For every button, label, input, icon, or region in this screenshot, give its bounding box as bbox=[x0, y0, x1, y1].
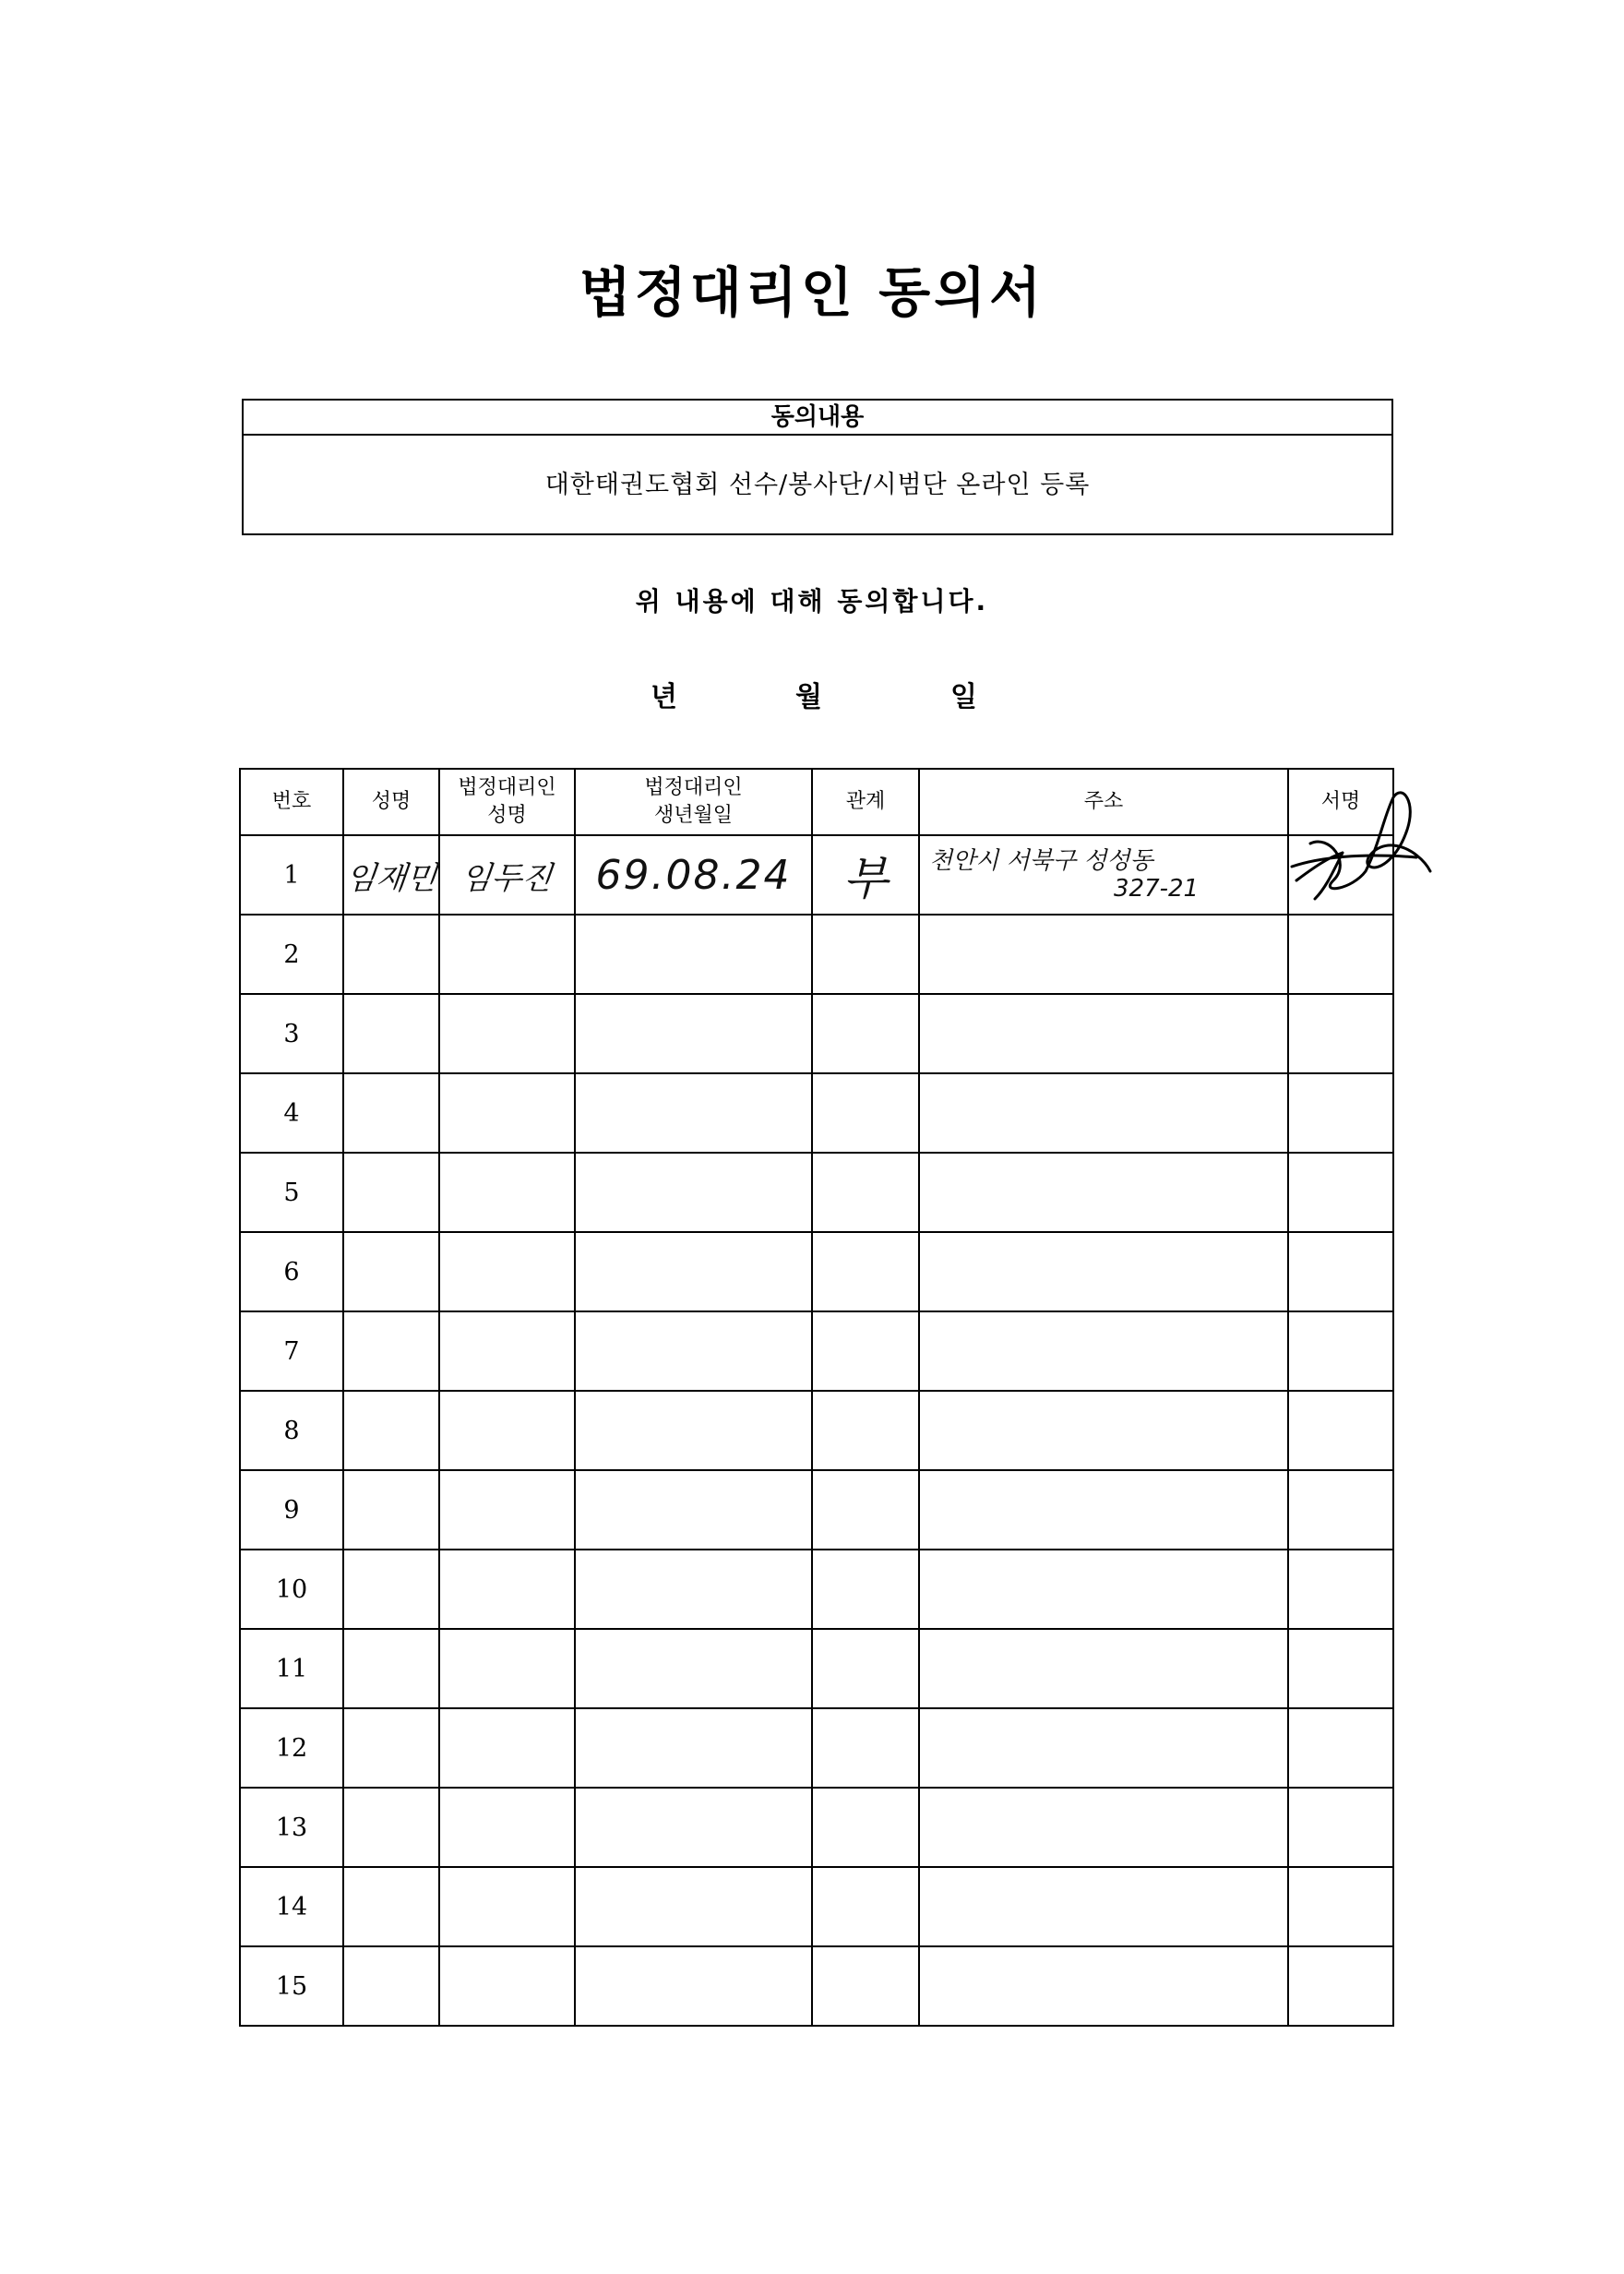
row-relation bbox=[812, 915, 919, 994]
row-guardian-name bbox=[439, 1153, 575, 1232]
row-guardian-dob bbox=[575, 1550, 812, 1629]
row-address bbox=[919, 1391, 1288, 1470]
header-relation: 관계 bbox=[812, 769, 919, 835]
header-guardian-name-line1: 법정대리인 bbox=[458, 776, 556, 799]
row-relation bbox=[812, 1153, 919, 1232]
row-guardian-dob bbox=[575, 1946, 812, 2026]
row-guardian-dob bbox=[575, 1708, 812, 1788]
table-row bbox=[240, 1708, 1393, 1788]
table-row bbox=[240, 994, 1393, 1073]
table-row bbox=[240, 1153, 1393, 1232]
row-no: 8 bbox=[240, 1391, 343, 1470]
row-signature bbox=[1288, 1867, 1393, 1946]
row-name bbox=[343, 1867, 439, 1946]
row-guardian-dob bbox=[575, 1073, 812, 1153]
row-no: 5 bbox=[240, 1153, 343, 1232]
row-address bbox=[919, 1073, 1288, 1153]
row-address bbox=[919, 1232, 1288, 1311]
row-relation bbox=[812, 1073, 919, 1153]
row-address bbox=[919, 915, 1288, 994]
row-name bbox=[343, 1470, 439, 1550]
row-guardian-dob bbox=[575, 1470, 812, 1550]
handwritten-name: 임재민 bbox=[343, 859, 438, 897]
date-line bbox=[0, 674, 1624, 711]
row-signature bbox=[1288, 1788, 1393, 1867]
row-guardian-name bbox=[439, 1470, 575, 1550]
date-year-label: 년 bbox=[651, 681, 677, 713]
row-no: 2 bbox=[240, 915, 343, 994]
row-no: 6 bbox=[240, 1232, 343, 1311]
row-name bbox=[343, 994, 439, 1073]
handwritten-guardian-name: 임두진 bbox=[459, 859, 555, 897]
row-no: 4 bbox=[240, 1073, 343, 1153]
row-relation bbox=[812, 1708, 919, 1788]
table-row bbox=[240, 1311, 1393, 1391]
row-guardian-name bbox=[439, 1629, 575, 1708]
table-row bbox=[240, 1788, 1393, 1867]
row-no: 12 bbox=[240, 1708, 343, 1788]
row-guardian-name bbox=[439, 1550, 575, 1629]
row-signature bbox=[1288, 1073, 1393, 1153]
row-no: 11 bbox=[240, 1629, 343, 1708]
table-row bbox=[240, 1946, 1393, 2026]
header-guardian-name bbox=[439, 769, 575, 835]
row-no: 3 bbox=[240, 994, 343, 1073]
handwritten-relation: 부 bbox=[842, 852, 889, 905]
row-guardian-dob bbox=[575, 1153, 812, 1232]
row-address bbox=[919, 994, 1288, 1073]
row-guardian-name bbox=[439, 1073, 575, 1153]
header-guardian-dob-line2: 생년월일 bbox=[653, 804, 733, 827]
table-row bbox=[240, 915, 1393, 994]
consent-content-text: 대한태권도협회 선수/봉사단/시범단 온라인 등록 bbox=[544, 471, 1091, 499]
row-name bbox=[343, 1629, 439, 1708]
row-address bbox=[919, 1708, 1288, 1788]
row-no: 13 bbox=[240, 1788, 343, 1867]
row-no: 14 bbox=[240, 1867, 343, 1946]
row-guardian-name bbox=[439, 915, 575, 994]
row-relation bbox=[812, 1550, 919, 1629]
row-address bbox=[919, 1153, 1288, 1232]
row-signature bbox=[1288, 1946, 1393, 2026]
handwritten-signature bbox=[1278, 779, 1435, 917]
row-guardian-dob bbox=[575, 994, 812, 1073]
row-address bbox=[919, 1470, 1288, 1550]
table-row bbox=[240, 1550, 1393, 1629]
row-guardian-dob bbox=[575, 1311, 812, 1391]
row-signature bbox=[1288, 1708, 1393, 1788]
row-guardian-name bbox=[439, 1708, 575, 1788]
handwritten-address bbox=[920, 847, 1199, 903]
row-signature bbox=[1288, 1232, 1393, 1311]
header-guardian-dob bbox=[575, 769, 812, 835]
row-relation bbox=[812, 1629, 919, 1708]
row-relation bbox=[812, 835, 919, 915]
row-guardian-dob bbox=[575, 1232, 812, 1311]
row-guardian-dob bbox=[575, 1788, 812, 1867]
table-row bbox=[240, 1867, 1393, 1946]
row-guardian-name bbox=[439, 1232, 575, 1311]
header-no: 번호 bbox=[240, 769, 343, 835]
row-no: 9 bbox=[240, 1470, 343, 1550]
row-address bbox=[919, 1788, 1288, 1867]
table-row bbox=[240, 1073, 1393, 1153]
header-signature: 서명 bbox=[1288, 769, 1393, 835]
row-name bbox=[343, 1311, 439, 1391]
table-row bbox=[240, 1391, 1393, 1470]
header-guardian-name-line2: 성명 bbox=[487, 804, 527, 827]
row-guardian-name bbox=[439, 1946, 575, 2026]
header-address: 주소 bbox=[919, 769, 1288, 835]
row-guardian-name bbox=[439, 1311, 575, 1391]
table-row bbox=[240, 1629, 1393, 1708]
row-address bbox=[919, 1550, 1288, 1629]
handwritten-guardian-dob: 69.08.24 bbox=[595, 851, 792, 899]
row-relation bbox=[812, 1232, 919, 1311]
row-no: 10 bbox=[240, 1550, 343, 1629]
consent-content-header: 동의내용 bbox=[244, 401, 1391, 436]
row-guardian-dob bbox=[575, 915, 812, 994]
row-name bbox=[343, 1550, 439, 1629]
date-day-label: 일 bbox=[950, 681, 977, 713]
row-relation bbox=[812, 1867, 919, 1946]
row-guardian-dob bbox=[575, 835, 812, 915]
row-signature bbox=[1288, 1153, 1393, 1232]
row-guardian-dob bbox=[575, 1629, 812, 1708]
header-name: 성명 bbox=[343, 769, 439, 835]
row-signature bbox=[1288, 1629, 1393, 1708]
consent-content-box bbox=[242, 399, 1393, 535]
row-no: 15 bbox=[240, 1946, 343, 2026]
document-title: 법정대리인 동의서 bbox=[579, 261, 1045, 324]
date-month-label: 월 bbox=[795, 681, 822, 713]
row-name bbox=[343, 1232, 439, 1311]
row-relation bbox=[812, 1946, 919, 2026]
row-signature bbox=[1288, 915, 1393, 994]
row-name bbox=[343, 1788, 439, 1867]
row-address bbox=[919, 835, 1288, 915]
row-address bbox=[919, 1946, 1288, 2026]
row-signature bbox=[1288, 994, 1393, 1073]
address-line1: 천안시 서북구 성성동 bbox=[929, 847, 1153, 875]
row-signature bbox=[1288, 1470, 1393, 1550]
row-address bbox=[919, 1867, 1288, 1946]
address-line2: 327-21 bbox=[1114, 875, 1200, 903]
row-relation bbox=[812, 1788, 919, 1867]
row-signature bbox=[1288, 835, 1393, 915]
row-relation bbox=[812, 994, 919, 1073]
agreement-statement: 위 내용에 대해 동의합니다. bbox=[635, 586, 989, 616]
row-address bbox=[919, 1311, 1288, 1391]
row-name bbox=[343, 1708, 439, 1788]
row-relation bbox=[812, 1391, 919, 1470]
row-address bbox=[919, 1629, 1288, 1708]
row-relation bbox=[812, 1470, 919, 1550]
row-guardian-dob bbox=[575, 1391, 812, 1470]
row-name bbox=[343, 1391, 439, 1470]
row-signature bbox=[1288, 1391, 1393, 1470]
row-guardian-name bbox=[439, 1867, 575, 1946]
row-guardian-name bbox=[439, 835, 575, 915]
row-guardian-name bbox=[439, 1788, 575, 1867]
row-signature bbox=[1288, 1311, 1393, 1391]
row-name bbox=[343, 1073, 439, 1153]
row-guardian-name bbox=[439, 994, 575, 1073]
row-no: 1 bbox=[240, 835, 343, 915]
row-no: 7 bbox=[240, 1311, 343, 1391]
row-name bbox=[343, 1946, 439, 2026]
guardian-consent-table bbox=[239, 768, 1394, 2027]
row-guardian-dob bbox=[575, 1867, 812, 1946]
table-row bbox=[240, 1232, 1393, 1311]
table-row bbox=[240, 1470, 1393, 1550]
table-header-row bbox=[240, 769, 1393, 835]
row-guardian-name bbox=[439, 1391, 575, 1470]
row-name bbox=[343, 915, 439, 994]
table-row bbox=[240, 835, 1393, 915]
row-relation bbox=[812, 1311, 919, 1391]
row-signature bbox=[1288, 1550, 1393, 1629]
row-name bbox=[343, 835, 439, 915]
header-guardian-dob-line1: 법정대리인 bbox=[644, 776, 743, 799]
row-name bbox=[343, 1153, 439, 1232]
